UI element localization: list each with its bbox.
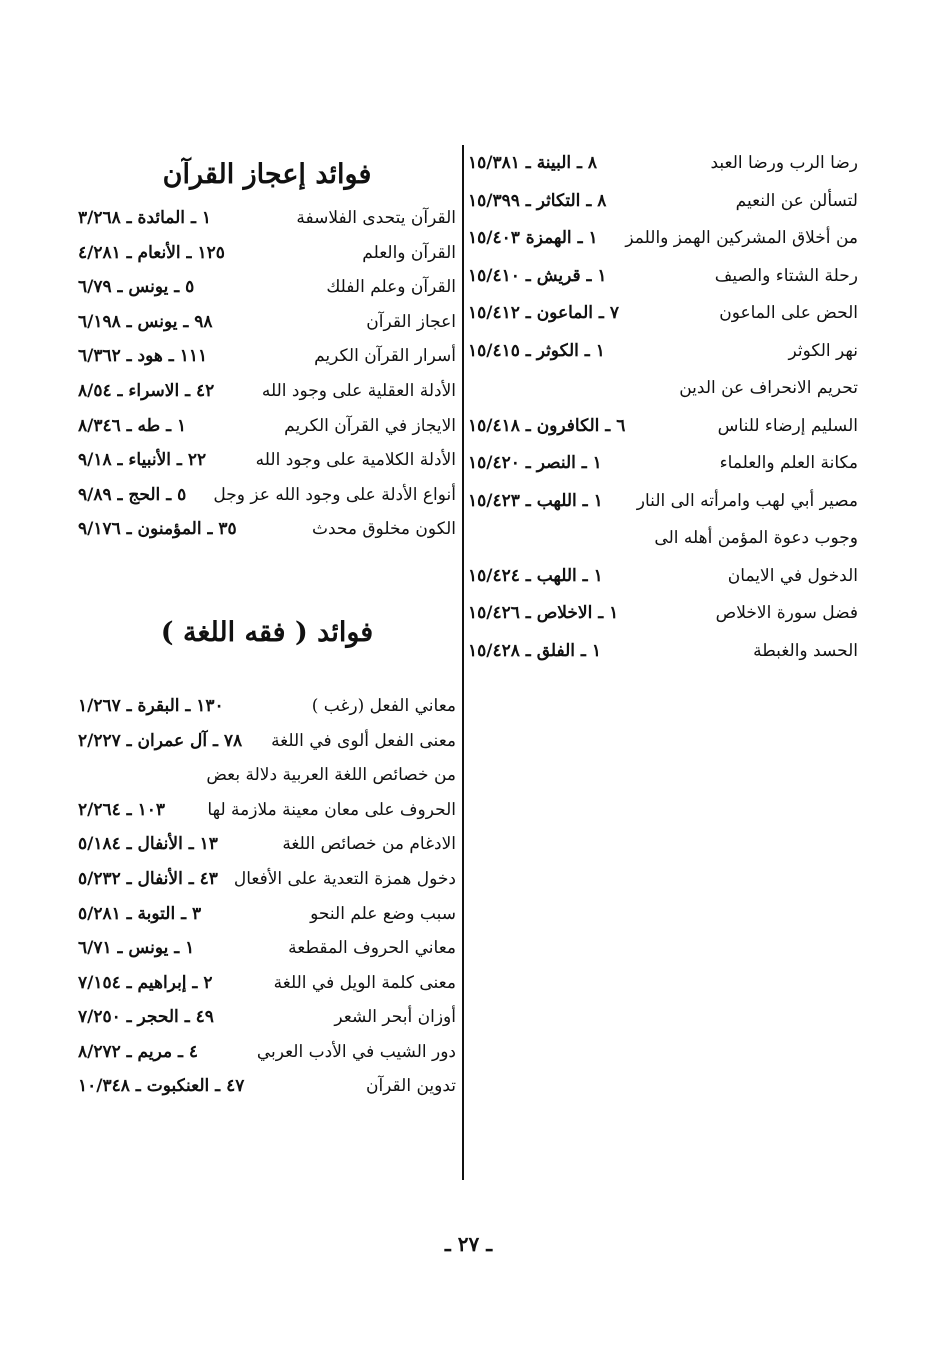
entry-topic: الحض على الماعون	[719, 303, 858, 323]
entry-reference: ١ ـ اللهب ـ ١٥/٤٢٣	[468, 490, 603, 511]
entry-reference: ١ ـ قريش ـ ١٥/٤١٠	[468, 265, 607, 286]
entry-topic: الأدلة العقلية على وجود الله	[261, 380, 456, 401]
ijaz-list	[78, 201, 456, 547]
index-entry	[468, 595, 858, 633]
entry-topic: مصير أبي لهب وامرأته الى النار	[636, 490, 858, 511]
index-entry	[468, 370, 858, 408]
index-entry	[78, 339, 456, 374]
entry-topic: أسرار القرآن الكريم	[314, 346, 456, 367]
entry-topic: رحلة الشتاء والصيف	[714, 265, 858, 286]
index-entry	[78, 1000, 456, 1035]
index-entry	[78, 897, 456, 932]
entry-reference: ٥ ـ الحج ـ ٩/٨٩	[78, 484, 187, 505]
entry-topic: من خصائص اللغة العربية دلالة بعض	[206, 765, 456, 786]
page-number: ـ ٢٧ ـ	[444, 1232, 493, 1256]
entry-reference: ٦ ـ الكافرون ـ ١٥/٤١٨	[468, 415, 626, 436]
entry-reference: ١٣ ـ الأنفال ـ ٥/١٨٤	[78, 834, 218, 855]
entry-topic: الايجاز في القرآن الكريم	[284, 415, 456, 436]
entry-topic: القرآن يتحدى الفلاسفة	[296, 208, 456, 228]
index-entry	[468, 145, 858, 183]
index-entry	[468, 333, 858, 371]
entry-topic: دخول همزة التعدية على الأفعال	[233, 868, 456, 889]
entry-reference: ١ ـ الكوثر ـ ١٥/٤١٥	[468, 340, 605, 361]
index-entry	[78, 443, 456, 478]
index-entry	[78, 1069, 456, 1104]
entry-topic: معنى الفعل ألوى في اللغة	[271, 730, 456, 751]
index-entry	[78, 201, 456, 236]
left-column	[78, 155, 456, 1104]
entry-reference: ١ ـ الاخلاص ـ ١٥/٤٢٦	[468, 603, 619, 623]
index-entry	[78, 409, 456, 444]
entry-reference: ٣٥ ـ المؤمنون ـ ٩/١٧٦	[78, 519, 237, 540]
index-entry	[468, 633, 858, 671]
index-entry	[78, 931, 456, 966]
index-entry	[78, 270, 456, 305]
index-entry	[468, 183, 858, 221]
entry-topic: لتسألن عن النعيم	[735, 190, 858, 211]
entry-topic: السليم إرضاء للناس	[717, 415, 858, 436]
index-entry	[78, 966, 456, 1001]
entry-topic: الكون مخلوق محدث	[311, 519, 456, 540]
section-title-fiqh: فوائد ( فقه اللغة )	[160, 616, 374, 648]
index-entry	[78, 236, 456, 271]
entry-reference: ١ ـ المائدة ـ ٣/٢٦٨	[78, 208, 211, 228]
index-entry	[78, 862, 456, 897]
index-entry	[78, 512, 456, 547]
index-entry	[78, 827, 456, 862]
index-entry	[78, 305, 456, 340]
entry-reference: ٨ ـ البينة ـ ١٥/٣٨١	[468, 153, 598, 173]
entry-topic: معاني الحروف المقطعة	[288, 938, 456, 959]
entry-topic: من أخلاق المشركين الهمز واللمز	[625, 228, 858, 248]
entry-reference: ٧٨ ـ آل عمران ـ ٢/٢٢٧	[78, 730, 243, 751]
entry-reference: ٥ ـ يونس ـ ٦/٧٩	[78, 277, 195, 298]
index-entry	[78, 758, 456, 793]
index-entry	[468, 483, 858, 521]
entry-topic: تحريم الانحراف عن الدين	[679, 378, 858, 398]
entry-reference: ٤٩ ـ الحجر ـ ٧/٢٥٠	[78, 1007, 214, 1028]
entry-topic: القرآن وعلم الفلك	[326, 277, 456, 298]
entry-topic: تدوين القرآن	[365, 1076, 456, 1097]
column-divider	[462, 145, 464, 1180]
entry-reference: ١ ـ الفلق ـ ١٥/٤٢٨	[468, 640, 601, 661]
index-entry	[468, 445, 858, 483]
entry-reference: ٣ ـ التوبة ـ ٥/٢٨١	[78, 903, 202, 924]
entry-topic: أنواع الأدلة على وجود الله عز وجل	[213, 484, 456, 505]
entry-reference: ١ ـ النصر ـ ١٥/٤٢٠	[468, 453, 602, 473]
entry-topic: اعجاز القرآن	[366, 311, 456, 332]
index-entry	[468, 295, 858, 333]
entry-reference: ١ ـ اللهب ـ ١٥/٤٢٤	[468, 565, 603, 586]
index-entry	[78, 793, 456, 828]
entry-topic: سبب وضع علم النحو	[310, 903, 456, 924]
entry-topic: الأدلة الكلامية على وجود الله	[255, 450, 456, 471]
index-entry	[468, 258, 858, 296]
entry-reference: ٩٨ ـ يونس ـ ٦/١٩٨	[78, 311, 213, 332]
index-entry	[468, 408, 858, 446]
entry-topic: دور الشيب في الأدب العربي	[256, 1041, 456, 1062]
entry-reference: ٧ ـ الماعون ـ ١٥/٤١٢	[468, 303, 619, 323]
entry-topic: الادغام من خصائص اللغة	[282, 834, 456, 855]
entry-topic: نهر الكوثر	[788, 340, 858, 361]
entry-topic: الحسد والغبطة	[753, 640, 858, 661]
index-entry	[468, 220, 858, 258]
entry-reference: ١١١ ـ هود ـ ٦/٣٦٢	[78, 346, 208, 367]
entry-topic: معاني الفعل (رغب )	[311, 695, 456, 716]
entry-reference: ٤٧ ـ العنكبوت ـ ١٠/٣٤٨	[78, 1076, 245, 1097]
entry-reference: ٢ ـ إبراهيم ـ ٧/١٥٤	[78, 972, 213, 993]
index-entry	[468, 558, 858, 596]
index-entry	[78, 478, 456, 513]
entry-topic: أوزان أبحر الشعر	[334, 1007, 456, 1028]
entry-reference: ١٢٥ ـ الأنعام ـ ٤/٢٨١	[78, 242, 225, 263]
entry-reference: ٤٢ ـ الاسراء ـ ٨/٥٤	[78, 380, 215, 401]
index-entry	[78, 374, 456, 409]
entry-topic: الدخول في الايمان	[727, 565, 858, 586]
entry-reference: ١ ـ يونس ـ ٦/٧١	[78, 938, 195, 959]
index-entry	[78, 1035, 456, 1070]
entry-reference: ٤ ـ مريم ـ ٨/٢٧٢	[78, 1041, 199, 1062]
section-title-ijaz: فوائد إعجاز القرآن	[162, 159, 372, 190]
right-column	[468, 145, 858, 670]
entry-reference: ٨ ـ التكاثر ـ ١٥/٣٩٩	[468, 190, 607, 211]
entry-topic: الحروف على معان معينة ملازمة لها	[207, 799, 456, 820]
entry-reference: ١ ـ الهمزة ١٥/٤٠٣	[468, 228, 598, 248]
index-entry	[78, 689, 456, 724]
index-entry	[468, 520, 858, 558]
fiqh-list	[78, 689, 456, 1104]
entry-topic: مكانة العلم والعلماء	[719, 453, 858, 473]
entry-topic: معنى كلمة الويل في اللغة	[273, 972, 456, 993]
entry-reference: ٢٢ ـ الأنبياء ـ ٩/١٨	[78, 450, 207, 471]
entry-topic: القرآن والعلم	[362, 242, 456, 263]
entry-reference: ١ ـ طه ـ ٨/٣٤٦	[78, 415, 187, 436]
entry-reference: ١٠٣ ـ ٢/٢٦٤	[78, 799, 165, 820]
entry-reference: ٤٣ ـ الأنفال ـ ٥/٢٣٢	[78, 868, 218, 889]
entry-topic: فضل سورة الاخلاص	[715, 603, 858, 623]
index-entry	[78, 724, 456, 759]
entry-topic: وجوب دعوة المؤمن أهله الى	[654, 528, 858, 548]
entry-topic: رضا الرب ورضا العبد	[710, 153, 858, 173]
entry-reference: ١٣٠ ـ البقرة ـ ١/٢٦٧	[78, 695, 224, 716]
